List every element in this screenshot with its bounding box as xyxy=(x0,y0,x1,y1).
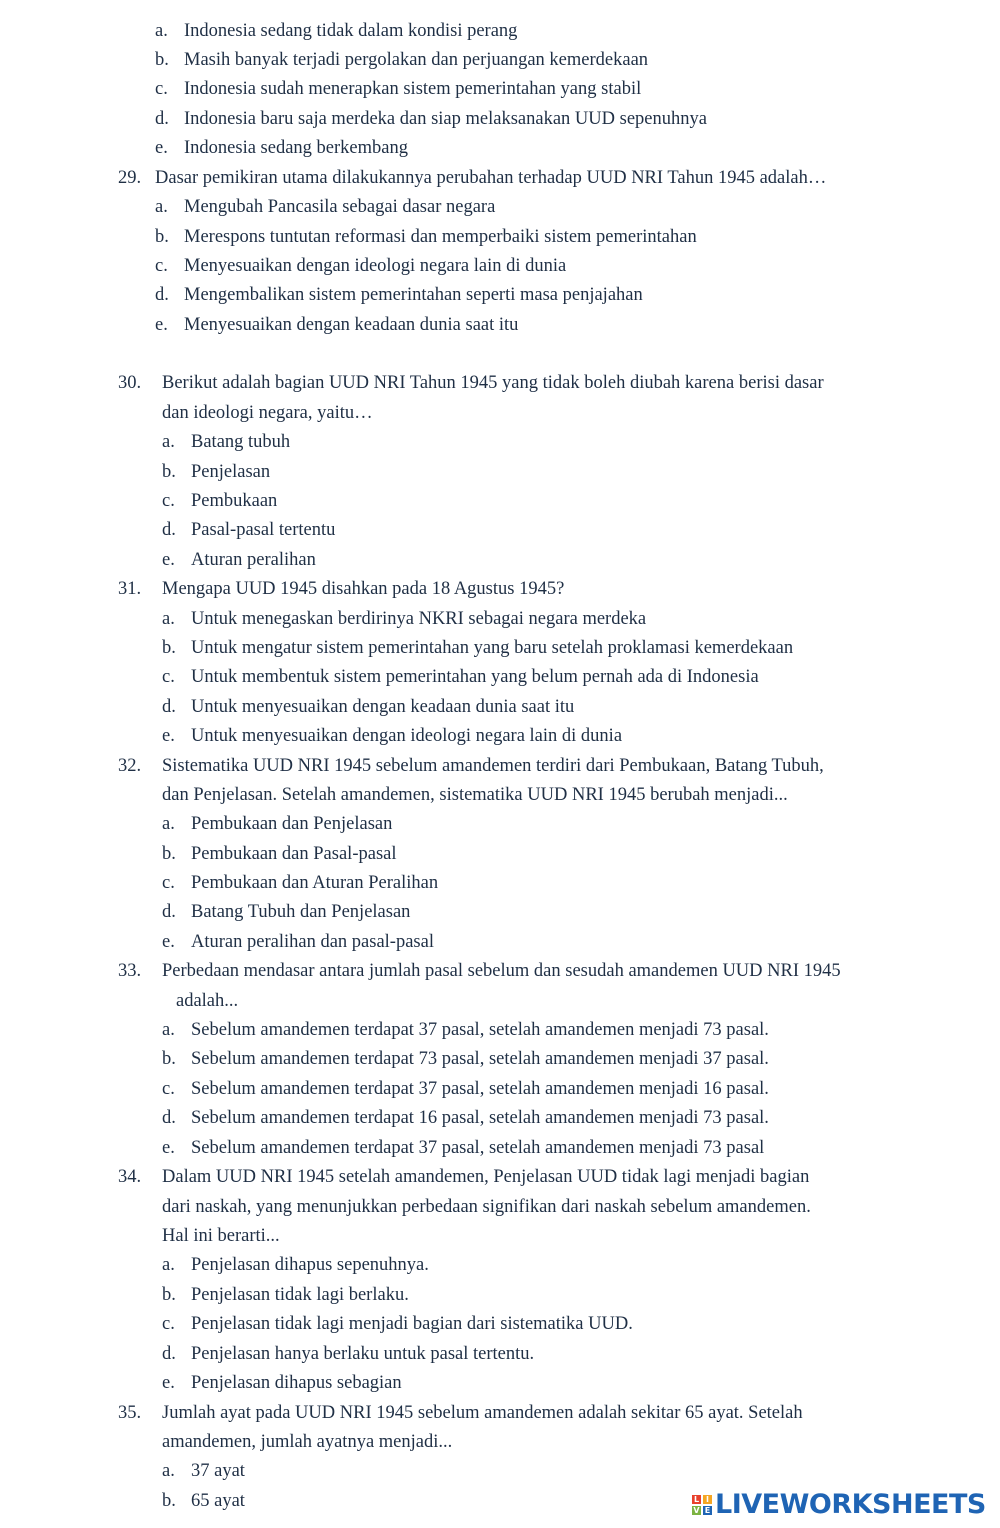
option-label: c. xyxy=(155,256,168,276)
option-text: Penjelasan tidak lagi menjadi bagian dari sistematika UUD. xyxy=(191,1314,633,1334)
mark-letter: I xyxy=(703,1495,712,1504)
mark-letter: E xyxy=(704,1506,711,1515)
option-text: Penjelasan hanya berlaku untuk pasal tertentu. xyxy=(191,1344,535,1364)
option-label: b. xyxy=(155,50,169,70)
liveworksheets-text: LIVEWORKSHEETS xyxy=(715,1489,986,1520)
option-label: e. xyxy=(155,138,168,158)
option-text: Penjelasan tidak lagi berlaku. xyxy=(191,1285,409,1305)
option-text: Merespons tuntutan reformasi dan memperbaiki sistem pemerintahan xyxy=(184,227,697,247)
question-text: adalah... xyxy=(176,991,239,1011)
option-text: Aturan peralihan dan pasal-pasal xyxy=(191,932,434,952)
option-text: Mengembalikan sistem pemerintahan seperti masa penjajahan xyxy=(184,285,643,305)
option-label: a. xyxy=(162,609,175,629)
option-text: Pembukaan xyxy=(191,491,278,511)
mark-letter: V xyxy=(693,1506,700,1515)
question-number: 33. xyxy=(118,961,142,981)
option-label: a. xyxy=(162,1255,175,1275)
option-label: e. xyxy=(162,726,175,746)
question-text: Mengapa UUD 1945 disahkan pada 18 Agustus 1945? xyxy=(162,579,565,599)
option-text: Pasal-pasal tertentu xyxy=(191,520,336,540)
option-label: b. xyxy=(162,1491,176,1511)
option-label: a. xyxy=(162,1461,175,1481)
question-text: Jumlah ayat pada UUD NRI 1945 sebelum amandemen adalah sekitar 65 ayat. Setelah xyxy=(162,1403,803,1423)
question-number: 29. xyxy=(118,168,142,188)
option-label: a. xyxy=(162,432,175,452)
option-text: Aturan peralihan xyxy=(191,550,316,570)
option-text: Penjelasan xyxy=(191,462,271,482)
option-label: a. xyxy=(155,197,168,217)
option-label: d. xyxy=(162,697,176,717)
liveworksheets-logo xyxy=(692,1486,992,1524)
question-number: 34. xyxy=(118,1167,142,1187)
option-text: Menyesuaikan dengan ideologi negara lain di dunia xyxy=(184,256,567,276)
option-label: b. xyxy=(162,1049,176,1069)
option-label: a. xyxy=(162,1020,175,1040)
option-text: Indonesia sudah menerapkan sistem pemerintahan yang stabil xyxy=(184,79,642,99)
option-label: d. xyxy=(162,1108,176,1128)
option-label: b. xyxy=(162,638,176,658)
option-label: e. xyxy=(162,550,175,570)
option-label: c. xyxy=(162,873,175,893)
question-text: dan ideologi negara, yaitu… xyxy=(162,403,373,423)
option-label: d. xyxy=(155,285,169,305)
option-text: Pembukaan dan Aturan Peralihan xyxy=(191,873,439,893)
option-text: Indonesia sedang tidak dalam kondisi perang xyxy=(184,21,518,41)
option-label: c. xyxy=(162,1079,175,1099)
option-text: Batang Tubuh dan Penjelasan xyxy=(191,902,411,922)
option-text: Untuk mengatur sistem pemerintahan yang baru setelah proklamasi kemerdekaan xyxy=(191,638,794,658)
option-text: Sebelum amandemen terdapat 73 pasal, setelah amandemen menjadi 37 pasal. xyxy=(191,1049,769,1069)
question-text: dan Penjelasan. Setelah amandemen, sistematika UUD NRI 1945 berubah menjadi... xyxy=(162,785,788,805)
mark-letter: L xyxy=(693,1495,700,1504)
question-number: 30. xyxy=(118,373,142,393)
option-text: Untuk menegaskan berdirinya NKRI sebagai negara merdeka xyxy=(191,609,647,629)
option-label: d. xyxy=(162,520,176,540)
option-text: Menyesuaikan dengan keadaan dunia saat itu xyxy=(184,315,519,335)
option-text: Sebelum amandemen terdapat 37 pasal, setelah amandemen menjadi 73 pasal xyxy=(191,1138,765,1158)
option-text: Indonesia baru saja merdeka dan siap melaksanakan UUD sepenuhnya xyxy=(184,109,707,129)
option-text: Batang tubuh xyxy=(191,432,291,452)
option-label: e. xyxy=(162,932,175,952)
option-text: Pembukaan dan Penjelasan xyxy=(191,814,393,834)
option-label: c. xyxy=(162,667,175,687)
option-text: Sebelum amandemen terdapat 16 pasal, setelah amandemen menjadi 73 pasal. xyxy=(191,1108,769,1128)
option-text: Untuk menyesuaikan dengan ideologi negara lain di dunia xyxy=(191,726,623,746)
option-text: Penjelasan dihapus sebagian xyxy=(191,1373,402,1393)
option-text: Indonesia sedang berkembang xyxy=(184,138,408,158)
option-label: d. xyxy=(155,109,169,129)
option-text: Untuk membentuk sistem pemerintahan yang belum pernah ada di Indonesia xyxy=(191,667,759,687)
option-label: d. xyxy=(162,902,176,922)
question-text: dari naskah, yang menunjukkan perbedaan signifikan dari naskah sebelum amandemen. xyxy=(162,1197,811,1217)
option-text: 65 ayat xyxy=(191,1491,245,1511)
question-text: amandemen, jumlah ayatnya menjadi... xyxy=(162,1432,453,1452)
question-text: Dalam UUD NRI 1945 setelah amandemen, Penjelasan UUD tidak lagi menjadi bagian xyxy=(162,1167,810,1187)
option-text: Untuk menyesuaikan dengan keadaan dunia saat itu xyxy=(191,697,575,717)
option-label: c. xyxy=(162,491,175,511)
option-label: e. xyxy=(155,315,168,335)
option-text: Mengubah Pancasila sebagai dasar negara xyxy=(184,197,496,217)
option-label: c. xyxy=(155,79,168,99)
option-text: Sebelum amandemen terdapat 37 pasal, setelah amandemen menjadi 16 pasal. xyxy=(191,1079,769,1099)
question-text: Dasar pemikiran utama dilakukannya perubahan terhadap UUD NRI Tahun 1945 adalah… xyxy=(155,168,827,188)
option-label: b. xyxy=(155,227,169,247)
liveworksheets-mark-icon xyxy=(692,1495,712,1515)
option-text: 37 ayat xyxy=(191,1461,245,1481)
option-text: Masih banyak terjadi pergolakan dan perjuangan kemerdekaan xyxy=(184,50,649,70)
option-text: Penjelasan dihapus sepenuhnya. xyxy=(191,1255,429,1275)
option-label: c. xyxy=(162,1314,175,1334)
question-text: Perbedaan mendasar antara jumlah pasal sebelum dan sesudah amandemen UUD NRI 1945 xyxy=(162,961,841,981)
question-number: 31. xyxy=(118,579,142,599)
option-label: b. xyxy=(162,462,176,482)
option-label: b. xyxy=(162,844,176,864)
question-text: Hal ini berarti... xyxy=(162,1226,280,1246)
option-text: Pembukaan dan Pasal-pasal xyxy=(191,844,397,864)
option-label: d. xyxy=(162,1344,176,1364)
option-label: b. xyxy=(162,1285,176,1305)
question-number: 35. xyxy=(118,1403,142,1423)
option-label: a. xyxy=(155,21,168,41)
option-label: a. xyxy=(162,814,175,834)
question-number: 32. xyxy=(118,756,142,776)
question-text: Berikut adalah bagian UUD NRI Tahun 1945 yang tidak boleh diubah karena berisi dasar xyxy=(162,373,824,393)
option-label: e. xyxy=(162,1373,175,1393)
option-text: Sebelum amandemen terdapat 37 pasal, setelah amandemen menjadi 73 pasal. xyxy=(191,1020,769,1040)
option-label: e. xyxy=(162,1138,175,1158)
question-text: Sistematika UUD NRI 1945 sebelum amandemen terdiri dari Pembukaan, Batang Tubuh, xyxy=(162,756,824,776)
